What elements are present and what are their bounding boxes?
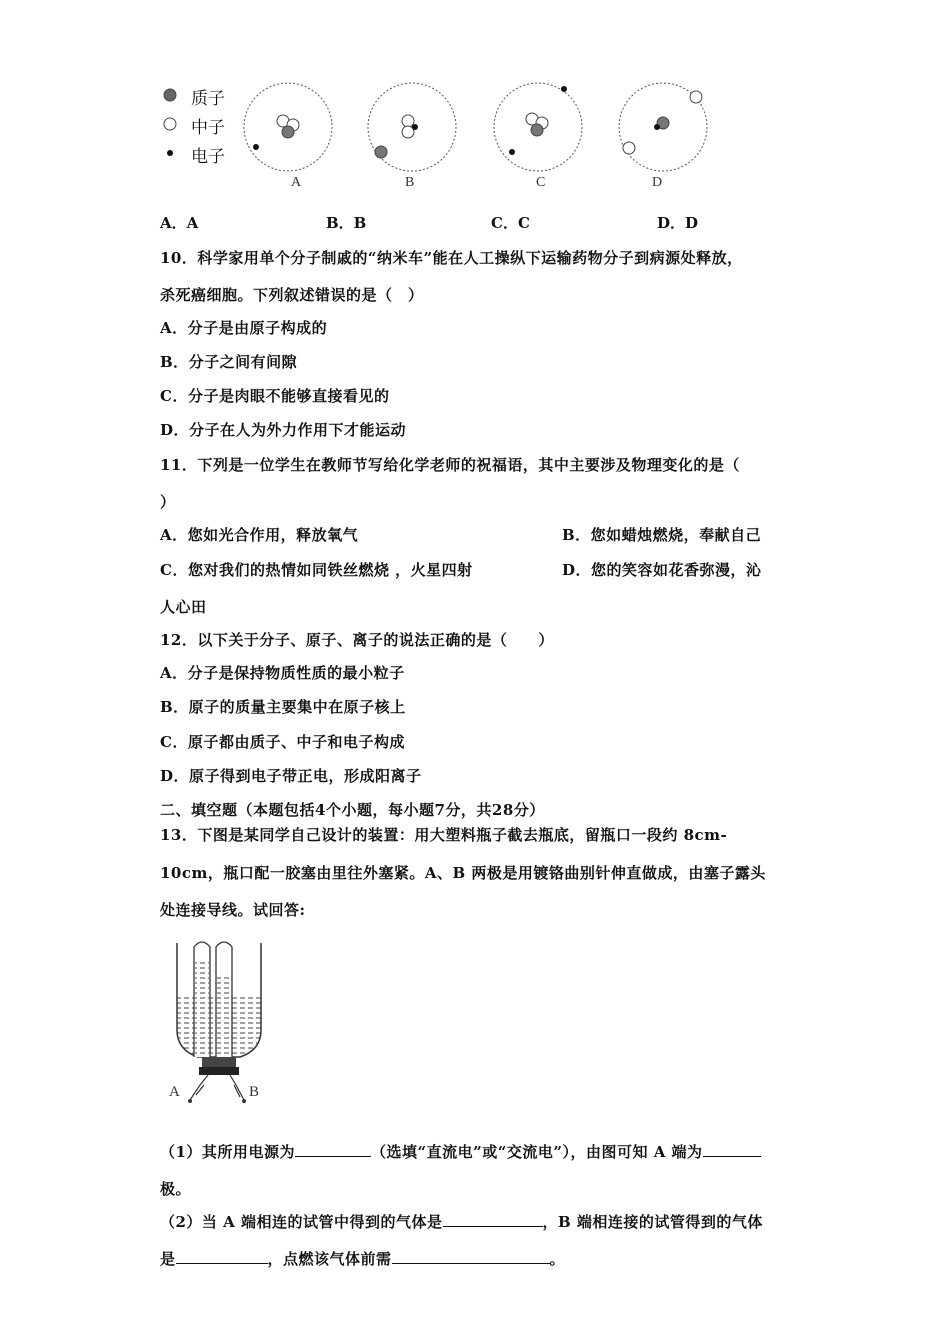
q11-option-b: B．您如蜡烛燃烧，奉献自己 [562,526,762,544]
atom-structure-figure [155,75,715,200]
q13-stem-line3: 处连接导线。试回答: [160,901,306,919]
q11-option-d: D．您的笑容如花香弥漫，沁 [562,561,762,579]
legend-proton: 质子 [191,89,225,109]
atom-c [494,83,582,171]
atom-a [244,83,332,171]
q9-option-a: A．A [160,214,199,232]
blank-power-type[interactable] [295,1144,371,1157]
legend-electron: 电子 [191,147,225,167]
atom-b [368,83,456,171]
neutron-legend-icon [164,118,176,130]
legend-neutron: 中子 [191,118,225,138]
atom-label-d: D [652,175,663,190]
atom-label-b: B [405,175,415,190]
q13-stem-line2: 10cm，瓶口配一胶塞由里往外塞紧。A、B 两极是用镀铬曲别针伸直做成，由塞子露头 [160,864,766,882]
q9-option-c: C．C [491,214,530,232]
q13-part1-line2: 极。 [160,1180,192,1198]
q13-stem-line1: 13．下图是某同学自己设计的装置：用大塑料瓶子截去瓶底，留瓶口一段约 8cm- [160,826,728,844]
blank-b-gas[interactable] [176,1251,268,1264]
q11-option-d-cont: 人心田 [160,598,207,616]
electrolysis-apparatus-figure [160,935,275,1110]
q13-part1-line1: （1）其所用电源为 （选填“直流电”或“交流电”），由图可知 A 端为 [160,1141,761,1162]
q11-option-a: A．您如光合作用，释放氧气 [160,526,359,544]
q10-option-c: C．分子是肉眼不能够直接看见的 [160,387,390,405]
q10-option-a: A．分子是由原子构成的 [160,319,328,337]
q9-option-d: D．D [657,214,699,232]
atom-label-a: A [291,175,302,190]
q10-stem-line2: 杀死癌细胞。下列叙述错误的是（ ） [160,286,424,304]
atom-d [619,83,707,171]
atom-diagrams [155,75,715,200]
q13-part2-line2: 是 ，点燃该气体前需 。 [160,1250,566,1268]
q13-part2-line1: （2）当 A 端相连的试管中得到的气体是 ，B 端相连接的试管得到的气体 [160,1213,763,1231]
q10-stem-line1: 10．科学家用单个分子制戚的“纳米车”能在人工操纵下运输药物分子到病源处释放， [160,249,743,267]
q9-option-b: B．B [326,214,367,232]
electrode-label-b: B [249,1084,260,1100]
q11-stem-line2: ） [160,493,176,511]
q12-option-b: B．原子的质量主要集中在原子核上 [160,698,406,716]
section-2-heading: 二、填空题（本题包括4个小题，每小题7分，共28分） [160,801,545,819]
blank-a-pole[interactable] [703,1144,761,1157]
electron-legend-icon [167,150,173,156]
electrode-label-a: A [169,1084,180,1100]
q12-option-d: D．原子得到电子带正电，形成阳离子 [160,767,422,785]
blank-a-gas[interactable] [443,1214,543,1227]
atom-label-c: C [536,175,546,190]
q10-option-d: D．分子在人为外力作用下才能运动 [160,421,407,439]
q12-option-a: A．分子是保持物质性质的最小粒子 [160,664,405,682]
q11-stem-line1: 11．下列是一位学生在教师节写给化学老师的祝福语，其中主要涉及物理变化的是（ [160,456,740,474]
q12-option-c: C．原子都由质子、中子和电子构成 [160,733,405,751]
q11-option-c: C．您对我们的热情如同铁丝燃烧 ，火星四射 [160,561,473,579]
q12-stem: 12．以下关于分子、原子、离子的说法正确的是（ ） [160,631,554,649]
blank-ignite-precaution[interactable] [392,1251,550,1264]
proton-legend-icon [164,89,176,101]
q10-option-b: B．分子之间有间隙 [160,353,298,371]
